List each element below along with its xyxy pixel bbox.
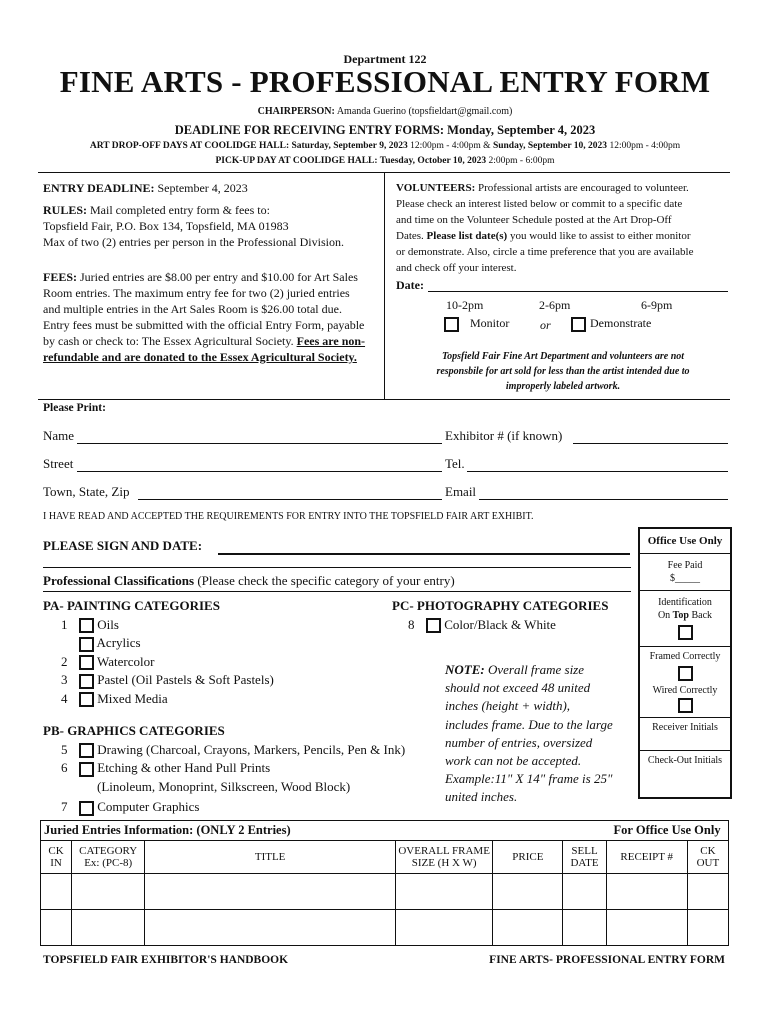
- tel-label: Tel.: [445, 456, 465, 471]
- watercolor-checkbox[interactable]: [79, 655, 94, 670]
- dropoff-sunday: Sunday, September 10, 2023: [492, 141, 608, 151]
- pc8-num: 8: [408, 616, 415, 632]
- entry-deadline-value: September 4, 2023: [157, 181, 248, 195]
- pb-item-6b: (Linoleum, Monoprint, Silkscreen, Wood Block): [97, 778, 351, 794]
- color-bw-label: Color/Black & White: [444, 616, 556, 632]
- time-6-9[interactable]: 6-9pm: [641, 298, 673, 312]
- please-print-label: Please Print:: [43, 402, 106, 414]
- cell-category[interactable]: [72, 910, 145, 946]
- agreement-text: I HAVE READ AND ACCEPTED THE REQUIREMENTS FOR ENTRY INTO THE TOPSFIELD FAIR ART EXHIBIT.: [43, 511, 534, 522]
- col-title: TITLE: [145, 841, 396, 874]
- pa2-num: 2: [61, 653, 68, 669]
- pastel-checkbox[interactable]: [79, 674, 94, 689]
- note-line5: number of entries, oversized: [445, 734, 593, 750]
- entries-title: Juried Entries Information: (ONLY 2 Entries): [41, 821, 607, 841]
- pastel-label: Pastel (Oil Pastels & Soft Pastels): [97, 672, 274, 687]
- disclaimer-line3: improperly labeled artwork.: [505, 381, 621, 392]
- note-line4: includes frame. Due to the large: [445, 716, 613, 732]
- fees-text4: Entry fees must be submitted with the official Entry Form, payable: [43, 318, 365, 332]
- footer-right: FINE ARTS- PROFESSIONAL ENTRY FORM: [489, 954, 725, 966]
- left-info: [43, 180, 383, 365]
- note-line2: should not exceed 48 united: [445, 680, 591, 696]
- cell-ck-in[interactable]: [41, 910, 72, 946]
- rules-text3: Max of two (2) entries per person in the Professional Division.: [43, 235, 344, 249]
- vol-text4b: Please list date(s): [426, 230, 508, 242]
- pickup-time: 2:00pm - 6:00pm: [488, 156, 555, 166]
- pa1-num: 1: [61, 616, 68, 632]
- chairperson-label: CHAIRPERSON:: [257, 106, 335, 117]
- vol-line4: [396, 228, 730, 244]
- disclaimer: [396, 349, 730, 394]
- pa-title: PA- PAINTING CATEGORIES: [43, 598, 220, 613]
- pb-item-7: [43, 798, 405, 817]
- note-line3: inches (height + width),: [445, 698, 571, 714]
- col-frame-size: OVERALL FRAME SIZE (H X W): [396, 841, 493, 874]
- monitor-label: Monitor: [470, 316, 510, 330]
- classif-header: [43, 573, 455, 589]
- dropoff-line: [0, 141, 770, 151]
- cell-title[interactable]: [145, 874, 396, 910]
- monitor-option: [444, 316, 509, 332]
- table-header-row: [41, 841, 729, 874]
- cell-frame-size[interactable]: [396, 874, 493, 910]
- cell-ck-out[interactable]: [687, 910, 728, 946]
- name-label: Name: [43, 428, 75, 443]
- tel-field[interactable]: [467, 457, 728, 472]
- cell-price[interactable]: [493, 910, 563, 946]
- pa-item-2: [43, 653, 274, 672]
- demonstrate-option: [571, 316, 651, 332]
- note-line1: [445, 661, 613, 679]
- col-receipt: RECEIPT #: [606, 841, 687, 874]
- vol-text2: Please check an interest listed below or commit to a specific date: [396, 198, 683, 210]
- chairperson-value: Amanda Guerino (topsfieldart@gmail.com): [336, 106, 513, 117]
- pb6-num: 6: [61, 760, 68, 775]
- pickup-line: [0, 156, 770, 166]
- office-use-title: Office Use Only: [640, 529, 730, 554]
- demonstrate-checkbox[interactable]: [571, 317, 586, 332]
- table-row: [41, 874, 729, 910]
- rules-text1: Mail completed entry form & fees to:: [90, 203, 270, 217]
- id-top: Top: [672, 610, 689, 621]
- dropoff-label: ART DROP-OFF DAYS AT COOLIDGE HALL: Saturday, September 9, 2023: [89, 141, 408, 151]
- pa-item-3: [43, 671, 274, 690]
- fees-text5b: Fees are non-: [296, 334, 366, 348]
- pb7-num: 7: [61, 799, 68, 814]
- disclaimer-line2: responsbile for art sold for less than the artist intended due to: [436, 366, 690, 377]
- pb-title: PB- GRAPHICS CATEGORIES: [43, 723, 225, 738]
- volunteer-date-field[interactable]: [428, 278, 728, 292]
- cell-price[interactable]: [493, 874, 563, 910]
- classif-bottom-line: [43, 591, 631, 592]
- identification-label: Identification: [640, 590, 730, 608]
- time-10-2[interactable]: 10-2pm: [446, 298, 484, 312]
- vol-text5: or demonstrate. Also, circle a time preference that you are available: [396, 246, 694, 258]
- fees-text5: [43, 333, 383, 349]
- pa-item-1: [43, 616, 274, 635]
- classif-note: (Please check the specific category of your entry): [197, 573, 455, 588]
- pa4-num: 4: [61, 690, 68, 706]
- wired-label: Wired Correctly: [652, 685, 718, 696]
- pb5-num: 5: [61, 741, 68, 757]
- pc-title: PC- PHOTOGRAPHY CATEGORIES: [392, 598, 609, 613]
- mixed-media-checkbox[interactable]: [79, 692, 94, 707]
- street-field[interactable]: [77, 457, 442, 472]
- col-category: CATEGORY Ex: (PC-8): [72, 841, 145, 874]
- dropoff-time2: 12:00pm - 4:00pm: [609, 141, 681, 151]
- sign-label: PLEASE SIGN AND DATE:: [43, 538, 203, 553]
- signature-field[interactable]: [218, 538, 630, 555]
- cell-ck-in[interactable]: [41, 874, 72, 910]
- form-title: FINE ARTS - PROFESSIONAL ENTRY FORM: [59, 64, 711, 99]
- cell-receipt[interactable]: [606, 874, 687, 910]
- painting-categories: [43, 597, 274, 708]
- photography-categories: [392, 597, 608, 634]
- computer-graphics-label: Computer Graphics: [97, 799, 200, 814]
- demonstrate-label: Demonstrate: [590, 316, 652, 330]
- oils-checkbox[interactable]: [79, 618, 94, 633]
- col-ck-out: CK OUT: [687, 841, 728, 874]
- vol-text4c: you would like to assist to either monitor: [509, 230, 691, 242]
- watercolor-label: Watercolor: [97, 653, 155, 669]
- wired-checkbox[interactable]: [678, 698, 693, 713]
- entry-deadline-label: ENTRY DEADLINE:: [43, 181, 155, 195]
- cell-ck-out[interactable]: [687, 874, 728, 910]
- mid-divider: [38, 399, 730, 400]
- volunteer-date-label: Date:: [396, 278, 424, 292]
- vol-text3: and time on the Volunteer Schedule posted at the Art Drop-Off: [396, 214, 672, 226]
- office-use-box: [638, 527, 732, 799]
- pa-item-4: [43, 690, 274, 709]
- deadline-line: DEADLINE FOR RECEIVING ENTRY FORMS: Monday, September 4, 2023: [174, 123, 596, 137]
- dropoff-time1: 12:00pm - 4:00pm &: [410, 141, 491, 151]
- col-ck-in: CK IN: [41, 841, 72, 874]
- acrylics-label: Acrylics: [96, 635, 141, 650]
- table-row: [41, 910, 729, 946]
- computer-graphics-checkbox[interactable]: [79, 801, 94, 816]
- rules-line1: [43, 202, 383, 218]
- frame-size-note: [445, 661, 613, 807]
- volunteers-label: VOLUNTEERS:: [396, 182, 476, 194]
- note-line6: work can not be accepted.: [445, 753, 582, 769]
- fees-text5a: by cash or check to: The Essex Agricultural Society.: [43, 334, 294, 348]
- receiver-initials[interactable]: Receiver Initials: [640, 717, 730, 750]
- col-sell-date: SELL DATE: [563, 841, 606, 874]
- classif-label: Professional Classifications: [43, 573, 195, 588]
- pc-item-8: [392, 616, 608, 635]
- rules-text2: Topsfield Fair, P.O. Box 134, Topsfield, MA 01983: [43, 219, 289, 233]
- checkout-initials[interactable]: Check-Out Initials: [640, 750, 730, 766]
- mixed-media-label: Mixed Media: [97, 690, 168, 706]
- cell-receipt[interactable]: [606, 910, 687, 946]
- fees-text1: Juried entries are $8.00 per entry and $10.00 for Art Sales: [80, 270, 358, 284]
- drawing-checkbox[interactable]: [79, 743, 94, 758]
- rules-label: RULES:: [43, 203, 88, 217]
- id-on: On: [657, 610, 671, 621]
- cell-category[interactable]: [72, 874, 145, 910]
- town-field[interactable]: [138, 485, 442, 500]
- note-line7: Example:11" X 14" frame is 25": [445, 771, 613, 787]
- street-label: Street: [43, 456, 74, 471]
- chairperson-line: [0, 106, 770, 117]
- name-field[interactable]: [77, 429, 442, 444]
- color-bw-checkbox[interactable]: [426, 618, 441, 633]
- vol-line1: [396, 180, 730, 196]
- pb-item-6: [43, 759, 405, 778]
- oils-label: Oils: [97, 616, 119, 632]
- classif-top-line: [43, 567, 631, 568]
- footer-left: TOPSFIELD FAIR EXHIBITOR'S HANDBOOK: [43, 954, 289, 966]
- entries-table: [40, 820, 729, 946]
- graphics-categories: [43, 722, 405, 817]
- cell-title[interactable]: [145, 910, 396, 946]
- acrylics-checkbox[interactable]: [79, 637, 94, 652]
- entry-deadline: [43, 180, 383, 196]
- fees-text3: and multiple entries in the Art Sales Room is $26.00 total due.: [43, 302, 342, 316]
- disclaimer-line1: Topsfield Fair Fine Art Department and volunteers are not: [441, 351, 685, 362]
- vol-text4a: Dates.: [396, 230, 424, 242]
- pa-item-1b: [43, 634, 274, 653]
- cell-frame-size[interactable]: [396, 910, 493, 946]
- etching-label: Etching & other Hand Pull Prints: [97, 760, 271, 775]
- fee-paid-field[interactable]: $_____: [670, 573, 700, 584]
- fees-line1: [43, 269, 383, 285]
- column-divider: [384, 172, 385, 400]
- exhibitor-field[interactable]: [573, 429, 728, 444]
- cell-sell-date[interactable]: [563, 874, 606, 910]
- col-price: PRICE: [493, 841, 563, 874]
- fees-text6: refundable and are donated to the Essex Agricultural Society.: [43, 350, 357, 364]
- framed-label: Framed Correctly: [640, 646, 730, 662]
- town-label: Town, State, Zip: [43, 484, 130, 499]
- vol-text1: Professional artists are encouraged to volunteer.: [478, 182, 689, 194]
- office-use-header: For Office Use Only: [606, 821, 728, 841]
- vol-text6: and check off your interest.: [396, 262, 517, 274]
- pb-item-5: [43, 741, 405, 760]
- etching-checkbox[interactable]: [79, 762, 94, 777]
- monitor-checkbox[interactable]: [444, 317, 459, 332]
- email-field[interactable]: [479, 485, 728, 500]
- volunteers-info: [396, 180, 730, 276]
- department-label: Department 122: [343, 52, 427, 66]
- exhibitor-label: Exhibitor # (if known): [445, 428, 563, 443]
- identification-checkbox[interactable]: [678, 625, 693, 640]
- or-label: or: [540, 318, 551, 332]
- email-label: Email: [445, 484, 477, 499]
- framed-checkbox[interactable]: [678, 666, 693, 681]
- drawing-label: Drawing (Charcoal, Crayons, Markers, Pencils, Pen & Ink): [97, 741, 406, 757]
- identification-line2: [640, 610, 730, 621]
- cell-sell-date[interactable]: [563, 910, 606, 946]
- pickup-label: PICK-UP DAY AT COOLIDGE HALL: Tuesday, October 10, 2023: [215, 156, 487, 166]
- note-line8: united inches.: [445, 789, 518, 805]
- time-2-6[interactable]: 2-6pm: [539, 298, 571, 312]
- pa3-num: 3: [61, 672, 68, 687]
- fees-label: FEES:: [43, 270, 78, 284]
- note-label: NOTE:: [445, 662, 485, 677]
- id-back: Back: [691, 610, 713, 621]
- note-text1: Overall frame size: [487, 662, 585, 677]
- fee-paid-label: Fee Paid: [667, 560, 703, 571]
- fees-text2: Room entries. The maximum entry fee for two (2) juried entries: [43, 286, 350, 300]
